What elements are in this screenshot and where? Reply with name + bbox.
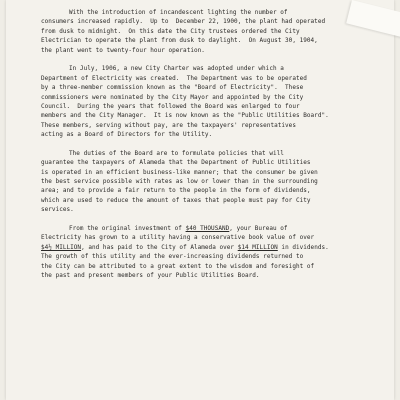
underlined-amount: $40 THOUSAND <box>185 224 230 232</box>
text-line <box>41 158 386 167</box>
text-run: acting as a Board of Directors for the Utility. <box>41 131 213 139</box>
text-line <box>41 186 386 195</box>
text-run: the best service possible with rates as low or lower than in the surrounding <box>41 178 318 186</box>
text-line <box>41 149 386 158</box>
text-run: the plant went to twenty-four hour operation. <box>41 46 205 54</box>
text-run: Electrician to operate the plant from dusk to daylight. On August 30, 1904, <box>41 37 318 45</box>
text-line <box>41 243 386 252</box>
text-run: guarantee the taxpayers of Alameda that the Department of Public Utilities <box>41 159 311 167</box>
text-run: in dividends. <box>277 243 329 251</box>
text-run: members and the City Manager. It is now known as the "Public Utilities Board". <box>41 112 329 120</box>
text-line <box>41 233 386 242</box>
text-line <box>41 252 386 261</box>
text-line <box>41 27 386 36</box>
text-run: From the original investment of <box>69 224 186 232</box>
text-run: , your Bureau of <box>229 224 288 232</box>
text-run: is operated in an efficient business-like manner; that the consumer be given <box>41 168 318 176</box>
text-run: In July, 1906, a new City Charter was adopted under which a <box>69 65 284 73</box>
text-line <box>41 196 386 205</box>
text-line <box>41 262 386 271</box>
text-run: the past and present members of your Public Utilities Board. <box>41 271 260 279</box>
text-run: commissioners were nominated by the City Mayor and appointed by the City <box>41 93 304 101</box>
text-run: Department of Electricity was created. The Department was to be operated <box>41 74 307 82</box>
underlined-amount: $14 MILLION <box>237 243 278 251</box>
text-run: The growth of this utility and the ever-increasing dividends returned to <box>41 253 304 261</box>
paragraph-gap <box>41 55 386 64</box>
text-run: , and has paid to the City of Alameda over <box>81 243 238 251</box>
text-line <box>41 74 386 83</box>
text-line <box>41 46 386 55</box>
paragraph-gap <box>41 139 386 148</box>
text-run: from dusk to midnight. On this date the City trustees ordered the City <box>41 27 300 35</box>
text-line <box>41 111 386 120</box>
underlined-amount: $4½ MILLION <box>41 243 82 251</box>
text-line <box>41 130 386 139</box>
text-line <box>41 64 386 73</box>
document-page <box>6 0 394 400</box>
text-line <box>41 224 386 233</box>
text-line <box>41 168 386 177</box>
text-run: by a three-member commission known as the "Board of Electricity". These <box>41 84 304 92</box>
text-line <box>41 83 386 92</box>
text-run: services. <box>41 206 74 214</box>
text-line <box>41 36 386 45</box>
text-line <box>41 102 386 111</box>
text-run: which are used to reduce the amount of taxes that people must pay for City <box>41 196 311 204</box>
paragraph <box>41 149 386 215</box>
paragraph <box>41 64 386 139</box>
text-run: These members, serving without pay, are the taxpayers' representatives <box>41 121 296 129</box>
text-run: The duties of the Board are to formulate policies that will <box>69 149 284 157</box>
text-line <box>41 93 386 102</box>
text-run: Electricity has grown to a utility having a conservative book value of over <box>41 234 315 242</box>
text-run: consumers increased rapidly. Up to December 22, 1900, the plant had operated <box>41 18 326 26</box>
text-run: area; and to provide a fair return to the people in the form of dividends, <box>41 187 311 195</box>
document-body <box>41 8 386 280</box>
text-line <box>41 177 386 186</box>
text-run: With the introduction of incandescent lighting the number of <box>69 9 288 16</box>
paragraph-gap <box>41 215 386 224</box>
text-line <box>41 17 386 26</box>
paragraph <box>41 8 386 55</box>
text-run: Council. During the years that followed the Board was enlarged to four <box>41 102 300 110</box>
text-line <box>41 205 386 214</box>
text-line <box>41 121 386 130</box>
text-line <box>41 271 386 280</box>
text-run: the City can be attributed to a great extent to the wisdom and foresight of <box>41 262 315 270</box>
text-line <box>41 8 386 17</box>
paragraph <box>41 224 386 280</box>
